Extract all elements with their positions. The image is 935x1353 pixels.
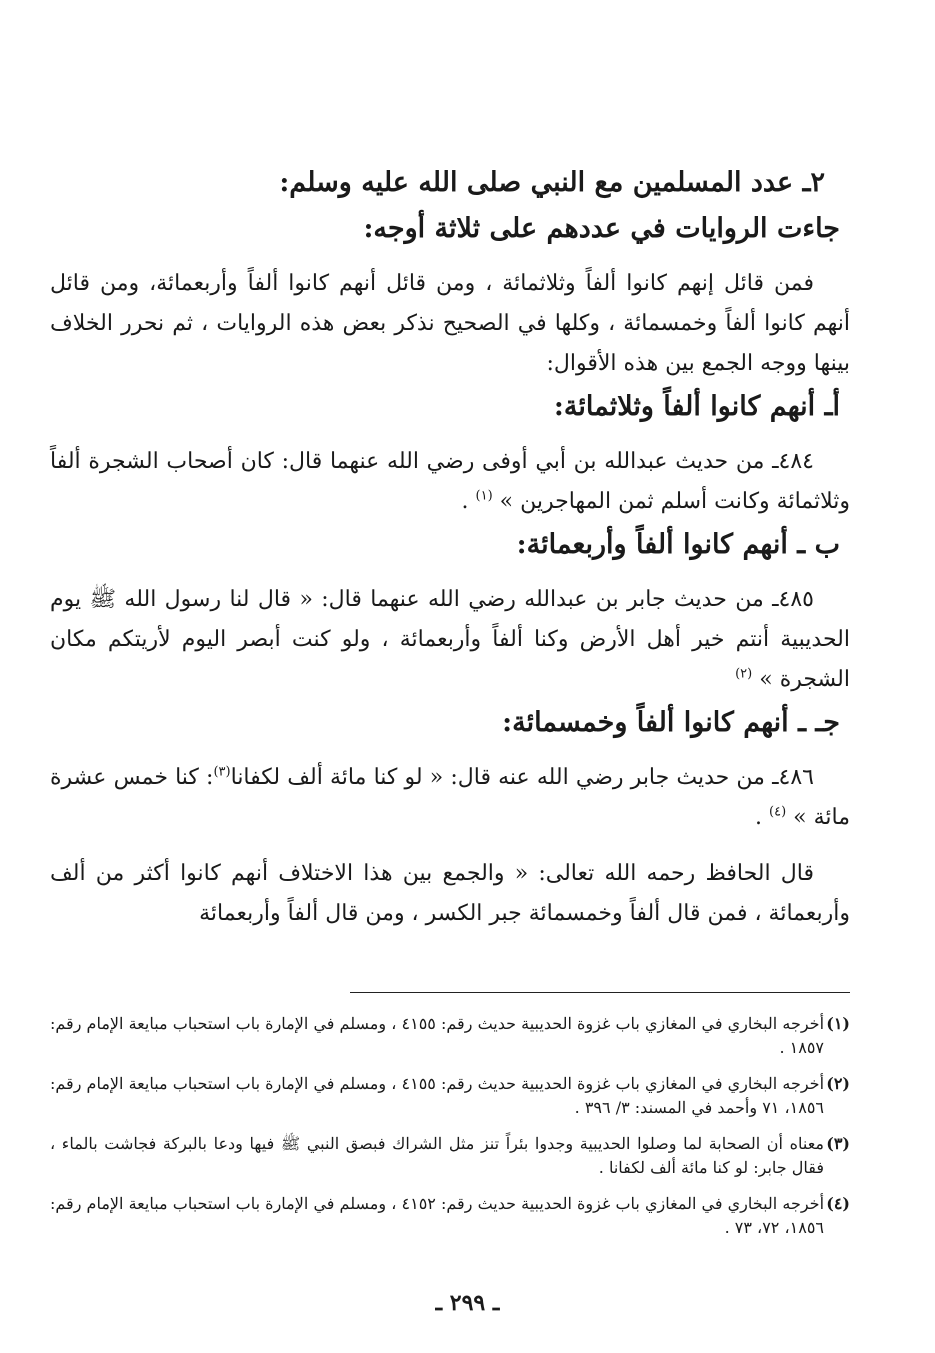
hadith-484 (50, 442, 850, 522)
footnote-item (50, 1072, 850, 1120)
footnote-number: (٣) (826, 1134, 850, 1153)
section-subheading: جاءت الروايات في عددهم على ثلاثة أوجه: (363, 213, 840, 244)
footnote-text: أخرجه البخاري في المغازي باب غزوة الحديبية حديث رقم: ٤١٥٥ ، ومسلم في الإمارة باب استحباب مبايعة الإمام رقم: ١٨٥٦، ٧١ وأحمد في المسند: ٣/ ٣٩٦ . (50, 1074, 825, 1117)
footnote-item (50, 1132, 850, 1180)
footnote-item (50, 1192, 850, 1240)
intro-paragraph: فمن قائل إنهم كانوا ألفاً وثلاثمائة ، ومن قائل أنهم كانوا ألفاً وأربعمائة، ومن قائل أنهم كانوا ألفاً وخمسمائة ، وكلها في الصحيح نذكر بعض هذه الروايات ، ثم نحرر الخلاف بينها ووجه الجمع بين هذه الأقوال: (50, 271, 850, 376)
hadith-484-end: . (461, 489, 469, 514)
footnote-text: معناه أن الصحابة لما وصلوا الحديبية وجدوا بئراً تنز مثل الشراك فبصق النبي ﷺ فيها ودعا بالبركة فجاشت بالماء ، فقال جابر: لو كنا مائة ألف لكفانا . (50, 1134, 825, 1177)
hadith-486-text-a: ٤٨٦ـ من حديث جابر رضي الله عنه قال: « لو كنا مائة ألف لكفانا (230, 765, 814, 790)
footnote-number: (٢) (826, 1074, 850, 1093)
section-heading: ٢ـ عدد المسلمين مع النبي صلى الله عليه وسلم: (279, 167, 825, 198)
subsection-title-c: جـ ـ أنهم كانوا ألفاً وخمسمائة: (502, 707, 840, 738)
footnote-divider (350, 992, 850, 993)
hadith-485-text: ٤٨٥ـ من حديث جابر بن عبدالله رضي الله عنهما قال: « قال لنا رسول الله ﷺ يوم الحديبية أنتم خير أهل الأرض وكنا ألفاً وأربعمائة ، ولو كنت أبصر اليوم لأريتكم مكان الشجرة » (50, 587, 850, 692)
page-number: ـ ٢٩٩ ـ (435, 1290, 500, 1316)
footnote-text: أخرجه البخاري في المغازي باب غزوة الحديبية حديث رقم: ٤١٥٥ ، ومسلم في الإمارة باب استحباب مبايعة الإمام رقم: ١٨٥٧ . (50, 1014, 825, 1057)
footnote-number: (٤) (826, 1194, 850, 1213)
footnote-number: (١) (826, 1014, 850, 1033)
main-text (50, 160, 850, 934)
subsection-title-b: ب ـ أنهم كانوا ألفاً وأربعمائة: (516, 529, 840, 560)
subsection-title-a: أـ أنهم كانوا ألفاً وثلاثمائة: (553, 391, 840, 422)
hadith-486-end: . (755, 805, 762, 830)
hadith-486 (50, 758, 850, 838)
hadith-484-text: ٤٨٤ـ من حديث عبدالله بن أبي أوفى رضي الله عنهما قال: كان أصحاب الشجرة ألفاً وثلاثمائة وكانت أسلم ثمن المهاجرين » (50, 449, 850, 514)
footnote-ref-1[interactable]: (١) (475, 488, 493, 504)
footnote-ref-4[interactable]: (٤) (769, 804, 787, 820)
closing-paragraph: قال الحافظ رحمه الله تعالى: « والجمع بين هذا الاختلاف أنهم كانوا أكثر من ألف وأربعمائة ، فمن قال ألفاً وخمسمائة جبر الكسر ، ومن قال ألفاً وأربعمائة (50, 861, 850, 926)
footnote-ref-2[interactable]: (٢) (735, 666, 753, 682)
footnote-item (50, 1012, 850, 1060)
footnotes (50, 1012, 850, 1252)
footnote-text: أخرجه البخاري في المغازي باب غزوة الحديبية حديث رقم: ٤١٥٢ ، ومسلم في الإمارة باب استحباب مبايعة الإمام رقم: ١٨٥٦، ٧٢، ٧٣ . (50, 1194, 825, 1237)
footnote-ref-3[interactable]: (٣) (213, 764, 231, 780)
hadith-486-text-b: : كنا خمس عشرة مائة » (50, 765, 850, 830)
hadith-485 (50, 580, 850, 700)
